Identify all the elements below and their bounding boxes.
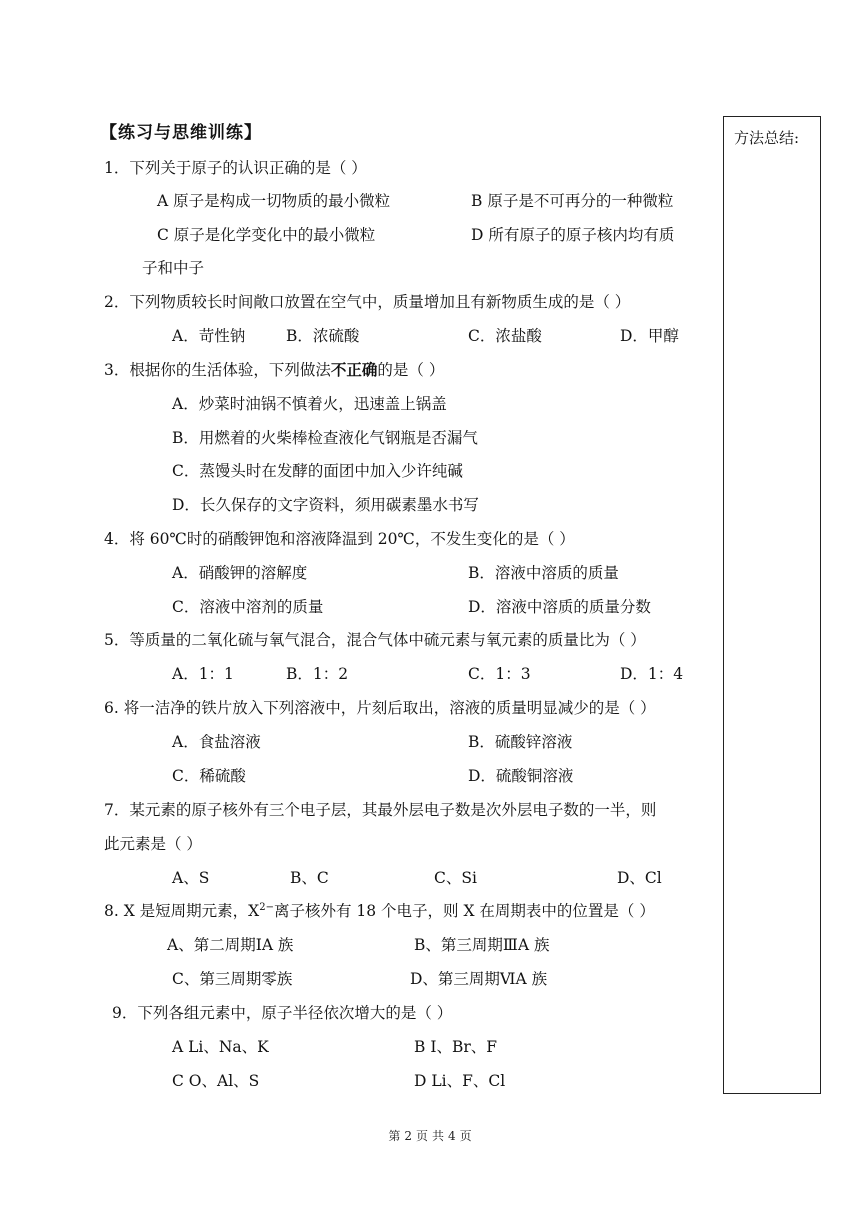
question-8-option-b: B、第三周期ⅢA 族 — [414, 936, 550, 954]
question-1-option-c: C 原子是化学变化中的最小微粒 — [157, 226, 376, 244]
question-8-option-d: D、第三周期ⅥA 族 — [410, 970, 548, 988]
question-3-option-a: A．炒菜时油锅不慎着火，迅速盖上锅盖 — [172, 395, 447, 413]
question-9-stem: 9．下列各组元素中，原子半径依次增大的是（ ） — [112, 1004, 453, 1022]
question-1-option-a: A 原子是构成一切物质的最小微粒 — [157, 192, 391, 210]
footer-prefix: 第 — [388, 1129, 401, 1143]
question-2-option-c: C．浓盐酸 — [468, 327, 542, 345]
footer-page-unit: 页 — [415, 1129, 428, 1143]
question-5-option-b: B．1：2 — [286, 665, 349, 683]
question-4-option-a: A．硝酸钾的溶解度 — [172, 564, 308, 582]
question-3-stem — [104, 360, 444, 380]
question-1-option-d: D 所有原子的原子核内均有质 — [471, 226, 675, 244]
question-7-stem: 7．某元素的原子核外有三个电子层，其最外层电子数是次外层电子数的一半，则 — [104, 801, 657, 819]
question-6-stem: 6. 将一洁净的铁片放入下列溶液中，片刻后取出，溶液的质量明显减少的是（ ） — [104, 699, 656, 717]
question-9-option-a: A Li、Na、K — [172, 1038, 269, 1056]
question-6-option-d: D．硫酸铜溶液 — [468, 767, 574, 785]
question-6-option-a: A．食盐溶液 — [172, 733, 261, 751]
footer-total-label: 共 — [432, 1129, 445, 1143]
footer-total-pages: 4 — [448, 1129, 456, 1143]
question-3-stem-part1: 3．根据你的生活体验，下列做法 — [104, 361, 331, 379]
question-5-option-c: C．1：3 — [468, 665, 531, 683]
question-2-stem: 2．下列物质较长时间敞口放置在空气中，质量增加且有新物质生成的是（ ） — [104, 293, 631, 311]
question-7-option-a: A、S — [172, 869, 210, 887]
question-8-charge: 2− — [259, 902, 274, 913]
question-8-option-c: C、第三周期零族 — [172, 970, 293, 988]
question-2-option-b: B．浓硫酸 — [286, 327, 360, 345]
question-4-stem: 4．将 60℃时的硝酸钾饱和溶液降温到 20℃，不发生变化的是（ ） — [104, 530, 575, 548]
question-8-option-a: A、第二周期ⅠA 族 — [167, 936, 294, 954]
question-8-stem-part2: 离子核外有 18 个电子，则 X 在周期表中的位置是（ ） — [273, 902, 655, 920]
page-footer — [0, 1127, 860, 1144]
method-summary-label: 方法总结: — [734, 129, 800, 147]
question-1-option-d-cont: 子和中子 — [142, 259, 205, 277]
question-6-option-c: C．稀硫酸 — [172, 767, 246, 785]
question-2-option-a: A．苛性钠 — [172, 327, 246, 345]
question-6-option-b: B．硫酸锌溶液 — [468, 733, 573, 751]
question-7-option-b: B、C — [290, 869, 329, 887]
footer-suffix: 页 — [459, 1129, 472, 1143]
question-9-option-c: C O、Al、S — [172, 1072, 260, 1090]
question-3-option-c: C．蒸馒头时在发酵的面团中加入少许纯碱 — [172, 462, 463, 480]
question-1-stem: 1．下列关于原子的认识正确的是（ ） — [104, 159, 367, 177]
question-9-option-b: B I、Br、F — [414, 1038, 497, 1056]
question-7-stem-cont: 此元素是（ ） — [104, 835, 202, 853]
question-7-option-d: D、Cl — [617, 869, 662, 887]
question-3-stem-part2: 的是（ ） — [377, 361, 445, 379]
footer-page-number: 2 — [404, 1129, 412, 1143]
question-5-option-a: A．1：1 — [172, 665, 234, 683]
question-3-option-d: D．长久保存的文字资料，须用碳素墨水书写 — [172, 496, 479, 514]
question-4-option-b: B．溶液中溶质的质量 — [468, 564, 619, 582]
question-3-option-b: B．用燃着的火柴棒检查液化气钢瓶是否漏气 — [172, 429, 478, 447]
question-4-option-c: C．溶液中溶剂的质量 — [172, 598, 324, 616]
method-summary-box — [723, 116, 821, 1094]
question-5-option-d: D．1：4 — [620, 665, 684, 683]
question-7-option-c: C、Si — [434, 869, 477, 887]
question-9-option-d: D Li、F、Cl — [414, 1072, 506, 1090]
question-1-option-b: B 原子是不可再分的一种微粒 — [471, 192, 674, 210]
section-title: 【练习与思维训练】 — [100, 123, 262, 143]
question-4-option-d: D．溶液中溶质的质量分数 — [468, 598, 651, 616]
question-5-stem: 5．等质量的二氧化硫与氧气混合，混合气体中硫元素与氧元素的质量比为（ ） — [104, 631, 646, 649]
question-2-option-d: D．甲醇 — [620, 327, 679, 345]
question-8-stem-part1: 8. X 是短周期元素，X — [104, 902, 260, 920]
question-3-emphasis: 不正确 — [330, 361, 378, 379]
question-8-stem — [104, 901, 655, 921]
